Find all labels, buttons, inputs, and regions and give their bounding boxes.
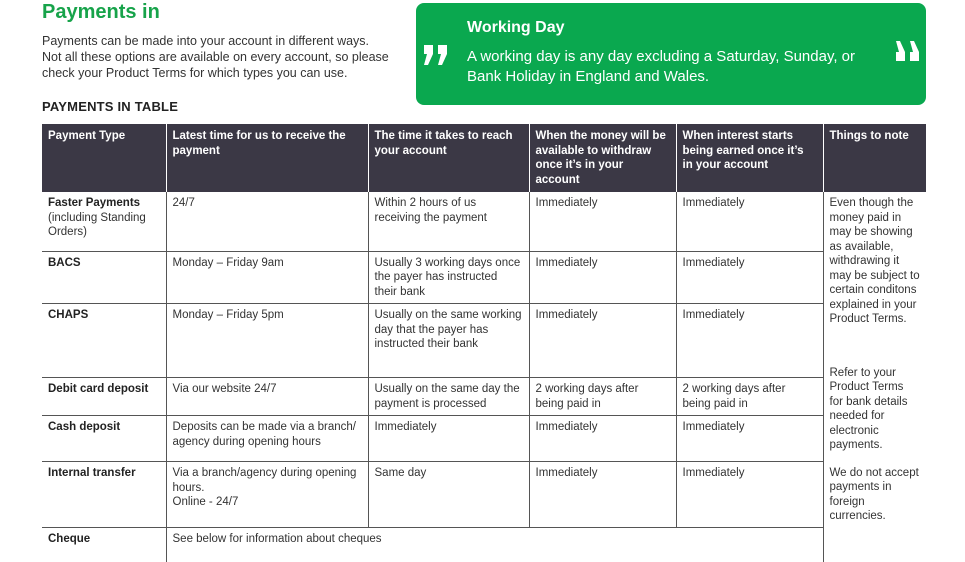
table-row bbox=[42, 304, 926, 378]
payment-type: BACS bbox=[48, 256, 81, 269]
table-row bbox=[42, 251, 926, 304]
payment-type-cell bbox=[42, 378, 166, 416]
payment-type-sub: (including Standing Orders) bbox=[48, 211, 146, 238]
interest-cell: Immediately bbox=[676, 251, 823, 304]
payment-type-cell bbox=[42, 416, 166, 462]
notes-cell bbox=[823, 366, 926, 462]
intro-line: Payments can be made into your account in different ways. bbox=[42, 34, 370, 48]
table-row bbox=[42, 462, 926, 528]
payment-type: Debit card deposit bbox=[48, 383, 149, 395]
payment-type: Internal transfer bbox=[48, 467, 136, 479]
column-header: Latest time for us to receive the payment bbox=[166, 124, 368, 192]
interest-cell: Immediately bbox=[676, 416, 823, 462]
reach-time-cell: Usually 3 working days once the payer has instructed their bank bbox=[368, 251, 529, 304]
latest-time-text: Via a branch/agency during opening hours. bbox=[172, 467, 357, 494]
column-header: Payment Type bbox=[42, 124, 166, 192]
payment-type: Cheque bbox=[48, 533, 91, 545]
interest-cell: 2 working days after being paid in bbox=[676, 378, 823, 416]
latest-time-cell: Monday – Friday 5pm bbox=[166, 304, 368, 378]
column-header: When interest starts being earned once it’s in your account bbox=[676, 124, 823, 192]
reach-time-cell: Usually on the same working day that the payer has instructed their bank bbox=[368, 304, 529, 378]
withdraw-cell: 2 working days after being paid in bbox=[529, 378, 676, 416]
withdraw-cell: Immediately bbox=[529, 304, 676, 378]
reach-time-cell: Immediately bbox=[368, 416, 529, 462]
interest-cell: Immediately bbox=[676, 304, 823, 378]
note-text: We do not accept payments in foreign currencies. bbox=[829, 466, 919, 522]
note-text: Refer to your Product Terms for bank details needed for electronic payments. bbox=[829, 366, 908, 451]
latest-time-cell: Monday – Friday 9am bbox=[166, 251, 368, 304]
table-heading: PAYMENTS IN TABLE bbox=[42, 99, 179, 114]
notes-cell bbox=[823, 192, 926, 378]
reach-time-cell: Same day bbox=[368, 462, 529, 528]
column-header: The time it takes to reach your account bbox=[368, 124, 529, 192]
withdraw-cell: Immediately bbox=[529, 192, 676, 251]
notes-cell bbox=[823, 462, 926, 562]
payment-type-cell bbox=[42, 304, 166, 378]
latest-time-cell: Deposits can be made via a branch/ agency during opening hours bbox=[166, 416, 368, 462]
note-text: Even though the money paid in may be showing as available, withdrawing it may be subject to certain conditons explained in your Product Terms. bbox=[829, 197, 920, 325]
callout-title: Working Day bbox=[467, 19, 565, 36]
intro-line: check your Product Terms for which types you can use. bbox=[42, 66, 348, 80]
reach-time-cell: Usually on the same day the payment is processed bbox=[368, 378, 529, 416]
interest-cell: Immediately bbox=[676, 462, 823, 528]
latest-time-cell bbox=[166, 462, 368, 528]
table-row bbox=[42, 528, 926, 562]
quote-open-icon bbox=[420, 41, 454, 75]
callout-body: A working day is any day excluding a Saturday, Sunday, or Bank Holiday in England and Wales. bbox=[467, 48, 856, 85]
payment-type-cell bbox=[42, 251, 166, 304]
payments-table bbox=[42, 124, 926, 562]
quote-close-icon bbox=[892, 37, 926, 71]
reach-time-cell: Within 2 hours of us receiving the payment bbox=[368, 192, 529, 251]
column-header: Things to note bbox=[823, 124, 926, 192]
working-day-callout bbox=[416, 3, 926, 105]
payment-type-cell bbox=[42, 462, 166, 528]
table-row bbox=[42, 416, 926, 462]
cheque-info-cell: See below for information about cheques bbox=[166, 528, 823, 562]
page-title: Payments in bbox=[42, 1, 160, 23]
table-row bbox=[42, 192, 926, 251]
interest-cell: Immediately bbox=[676, 192, 823, 251]
payment-type: Faster Payments bbox=[48, 197, 141, 209]
latest-time-cell: Via our website 24/7 bbox=[166, 378, 368, 416]
intro-line: Not all these options are available on every account, so please bbox=[42, 50, 389, 64]
payment-type-cell bbox=[42, 192, 166, 251]
latest-time-cell: 24/7 bbox=[166, 192, 368, 251]
payment-type-cell bbox=[42, 528, 166, 562]
withdraw-cell: Immediately bbox=[529, 251, 676, 304]
column-header: When the money will be available to withdraw once it’s in your account bbox=[529, 124, 676, 192]
intro-text bbox=[42, 33, 412, 81]
table-header-row bbox=[42, 124, 926, 192]
latest-time-extra: Online - 24/7 bbox=[172, 496, 239, 508]
table-row bbox=[42, 378, 926, 416]
withdraw-cell: Immediately bbox=[529, 416, 676, 462]
withdraw-cell: Immediately bbox=[529, 462, 676, 528]
payment-type: Cash deposit bbox=[48, 421, 121, 433]
payment-type: CHAPS bbox=[48, 309, 89, 321]
